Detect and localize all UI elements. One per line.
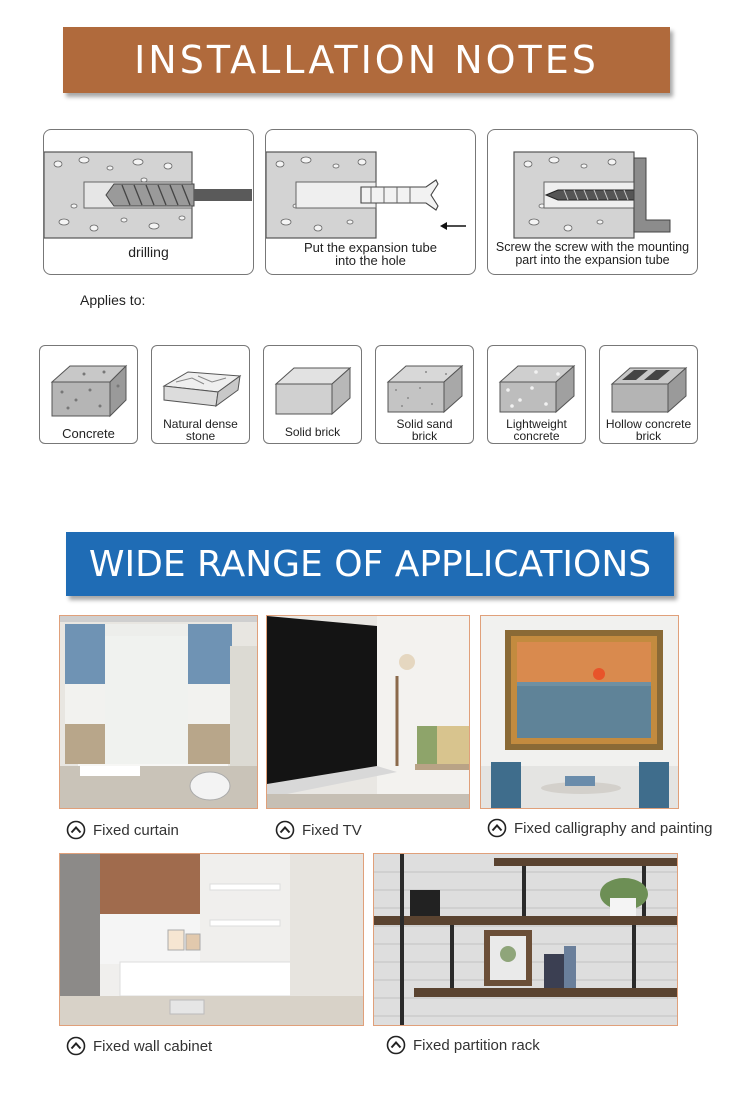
step-expansion-tube-caption: Put the expansion tube into the hole: [304, 240, 437, 268]
circle-up-arrow-icon: [386, 1035, 406, 1055]
material-natural-stone-label: Natural dense: [163, 417, 238, 431]
label-fixed-partition-rack: Fixed partition rack: [386, 1035, 540, 1055]
partition-rack-photo: [373, 853, 678, 1026]
tv-photo: [266, 615, 470, 809]
installation-notes-banner: [63, 27, 670, 93]
label-fixed-wall-cabinet: Fixed wall cabinet: [66, 1036, 212, 1056]
circle-up-arrow-icon: [66, 820, 86, 840]
step-drilling-card: [43, 129, 254, 275]
step-screw-card: [487, 129, 698, 275]
material-hollow-brick-label: Hollow concrete: [605, 417, 692, 431]
installation-notes-title: INSTALLATION NOTES: [134, 38, 599, 82]
circle-up-arrow-icon: [66, 1036, 86, 1056]
circle-up-arrow-icon: [487, 818, 507, 838]
label-fixed-curtain: Fixed curtain: [66, 820, 179, 840]
applications-banner: [66, 532, 674, 596]
material-concrete-label: Concrete: [62, 426, 115, 441]
material-hollow-concrete-brick: Hollow concrete brick: [599, 345, 698, 444]
material-lightweight-concrete: Lightweight concrete: [487, 345, 586, 444]
material-solid-brick: [263, 345, 362, 444]
label-fixed-painting: Fixed calligraphy and painting: [487, 818, 712, 838]
step-screw-caption: Screw the screw with the mounting part into the expansion tube: [495, 240, 690, 267]
material-solid-brick-label: Solid brick: [284, 425, 341, 439]
material-solid-sand-brick-label: Solid sand: [396, 417, 453, 431]
curtain-photo: [59, 615, 258, 809]
wall-cabinet-photo: [59, 853, 364, 1026]
circle-up-arrow-icon: [275, 820, 295, 840]
applications-title: WIDE RANGE OF APPLICATIONS: [88, 543, 652, 585]
material-concrete: [39, 345, 138, 444]
step-drilling-caption: drilling: [128, 244, 169, 260]
label-fixed-tv: Fixed TV: [275, 820, 362, 840]
material-natural-stone: Natural dense stone: [151, 345, 250, 444]
material-lightweight-concrete-label: Lightweight: [506, 417, 567, 431]
material-solid-sand-brick: Solid sand brick: [375, 345, 474, 444]
painting-photo: [480, 615, 679, 809]
applies-to-label: Applies to:: [80, 292, 146, 308]
step-expansion-tube-card: [265, 129, 476, 275]
